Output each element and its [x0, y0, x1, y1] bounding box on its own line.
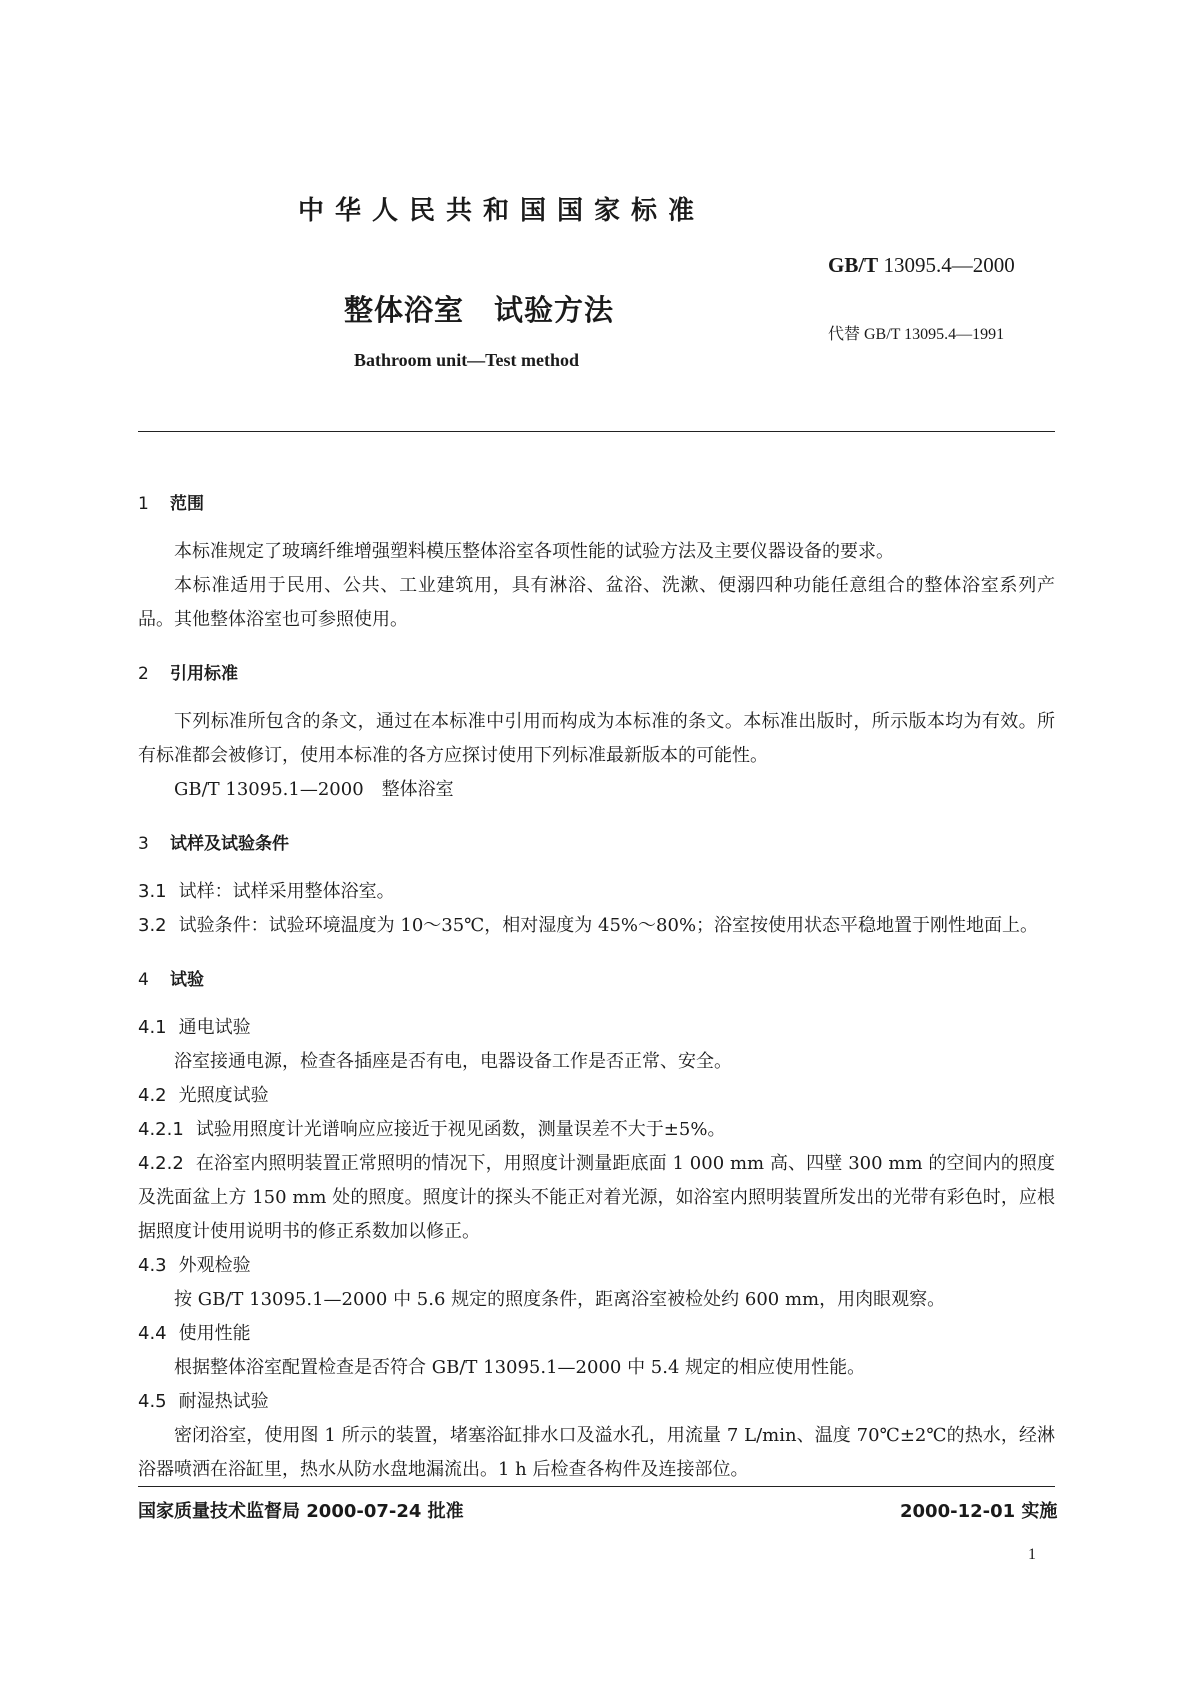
english-title: Bathroom unit—Test method [354, 350, 580, 370]
national-standard-heading: 中华人民共和国国家标准 [298, 196, 706, 226]
clause-4-2-1 [138, 1113, 1055, 1147]
paragraph: 下列标准所包含的条文，通过在本标准中引用而构成为本标准的条文。本标准出版时，所示版本均为有效。所有标准都会被修订，使用本标准的各方应探讨使用下列标准最新版本的可能性。 [138, 711, 1055, 766]
approval-line: 国家质量技术监督局 2000-07-24 批准 [138, 1501, 464, 1522]
clause-4-2-2 [138, 1147, 1055, 1249]
header-divider [138, 431, 1055, 432]
clause-number: 3.1 [138, 881, 167, 902]
reference-entry: GB/T 13095.1—2000 整体浴室 [174, 779, 454, 800]
section-heading-samples [138, 827, 1055, 861]
clause-body: 密闭浴室，使用图 1 所示的装置，堵塞浴缸排水口及溢水孔，用流量 7 L/min、温度 70℃±2℃的热水，经淋浴器喷洒在浴缸里，热水从防水盘地漏流出。1 h 后检查各构件及连接部位。 [138, 1425, 1055, 1480]
clause-3-1 [138, 875, 1055, 909]
document-body [138, 487, 1055, 1487]
footer-divider [138, 1486, 1055, 1487]
clause-title: 使用性能 [178, 1323, 251, 1344]
clause-4-4-heading [138, 1317, 1055, 1351]
clause-text: 试验用照度计光谱响应应接近于视见函数，测量误差不大于±5%。 [195, 1119, 726, 1140]
clause-number: 4.2.1 [138, 1119, 184, 1140]
clause-3-2 [138, 909, 1055, 943]
standard-prefix: GB/T [828, 253, 879, 277]
section-number: 2 [138, 664, 149, 684]
section-heading-tests [138, 963, 1055, 997]
implementation-date: 2000-12-01 实施 [900, 1501, 1058, 1522]
replaces-standard: 代替 GB/T 13095.4—1991 [828, 326, 1005, 343]
clause-number: 4.2 [138, 1085, 167, 1106]
clause-body: 根据整体浴室配置检查是否符合 GB/T 13095.1—2000 中 5.4 规定的相应使用性能。 [174, 1357, 866, 1378]
clause-4-2-heading [138, 1079, 1055, 1113]
section-number: 1 [138, 494, 149, 514]
clause-4-3-heading [138, 1249, 1055, 1283]
document-title: 整体浴室 试验方法 [344, 293, 615, 327]
clause-title: 光照度试验 [178, 1085, 269, 1106]
section-title: 试样及试验条件 [170, 834, 289, 854]
clause-text: 在浴室内照明装置正常照明的情况下，用照度计测量距底面 1 000 mm 高、四壁 300 mm 的空间内的照度及洗面盆上方 150 mm 处的照度。照度计的探头不能正对着光源，如浴室内照明装置所发出的光带有彩色时，应根据照度计使用说明书的修正系数加以修正。 [138, 1153, 1055, 1242]
paragraph: 本标准规定了玻璃纤维增强塑料模压整体浴室各项性能的试验方法及主要仪器设备的要求。 [174, 541, 894, 562]
clause-text: 试样：试样采用整体浴室。 [178, 881, 395, 902]
clause-number: 4.5 [138, 1391, 167, 1412]
section-title: 范围 [170, 494, 204, 514]
section-heading-scope [138, 487, 1055, 521]
standard-code: 13095.4—2000 [883, 253, 1015, 277]
clause-4-5-heading [138, 1385, 1055, 1419]
clause-text: 试验条件：试验环境温度为 10～35℃，相对湿度为 45%～80%；浴室按使用状态平稳地置于刚性地面上。 [178, 915, 1039, 936]
clause-number: 4.2.2 [138, 1153, 184, 1174]
clause-number: 4.3 [138, 1255, 167, 1276]
section-number: 3 [138, 834, 149, 854]
clause-number: 4.1 [138, 1017, 167, 1038]
clause-title: 通电试验 [178, 1017, 251, 1038]
page-number: 1 [1028, 1546, 1036, 1563]
section-number: 4 [138, 970, 149, 990]
clause-4-1-heading [138, 1011, 1055, 1045]
standard-number [828, 253, 1015, 278]
clause-title: 外观检验 [178, 1255, 251, 1276]
clause-body: 浴室接通电源，检查各插座是否有电，电器设备工作是否正常、安全。 [174, 1051, 732, 1072]
section-title: 试验 [170, 970, 204, 990]
clause-body: 按 GB/T 13095.1—2000 中 5.6 规定的照度条件，距离浴室被检处约 600 mm，用肉眼观察。 [174, 1289, 946, 1310]
clause-title: 耐湿热试验 [178, 1391, 269, 1412]
clause-number: 4.4 [138, 1323, 167, 1344]
section-title: 引用标准 [170, 664, 238, 684]
section-heading-references [138, 657, 1055, 691]
clause-number: 3.2 [138, 915, 167, 936]
paragraph: 本标准适用于民用、公共、工业建筑用，具有淋浴、盆浴、洗漱、便溺四种功能任意组合的整体浴室系列产品。其他整体浴室也可参照使用。 [138, 575, 1055, 630]
